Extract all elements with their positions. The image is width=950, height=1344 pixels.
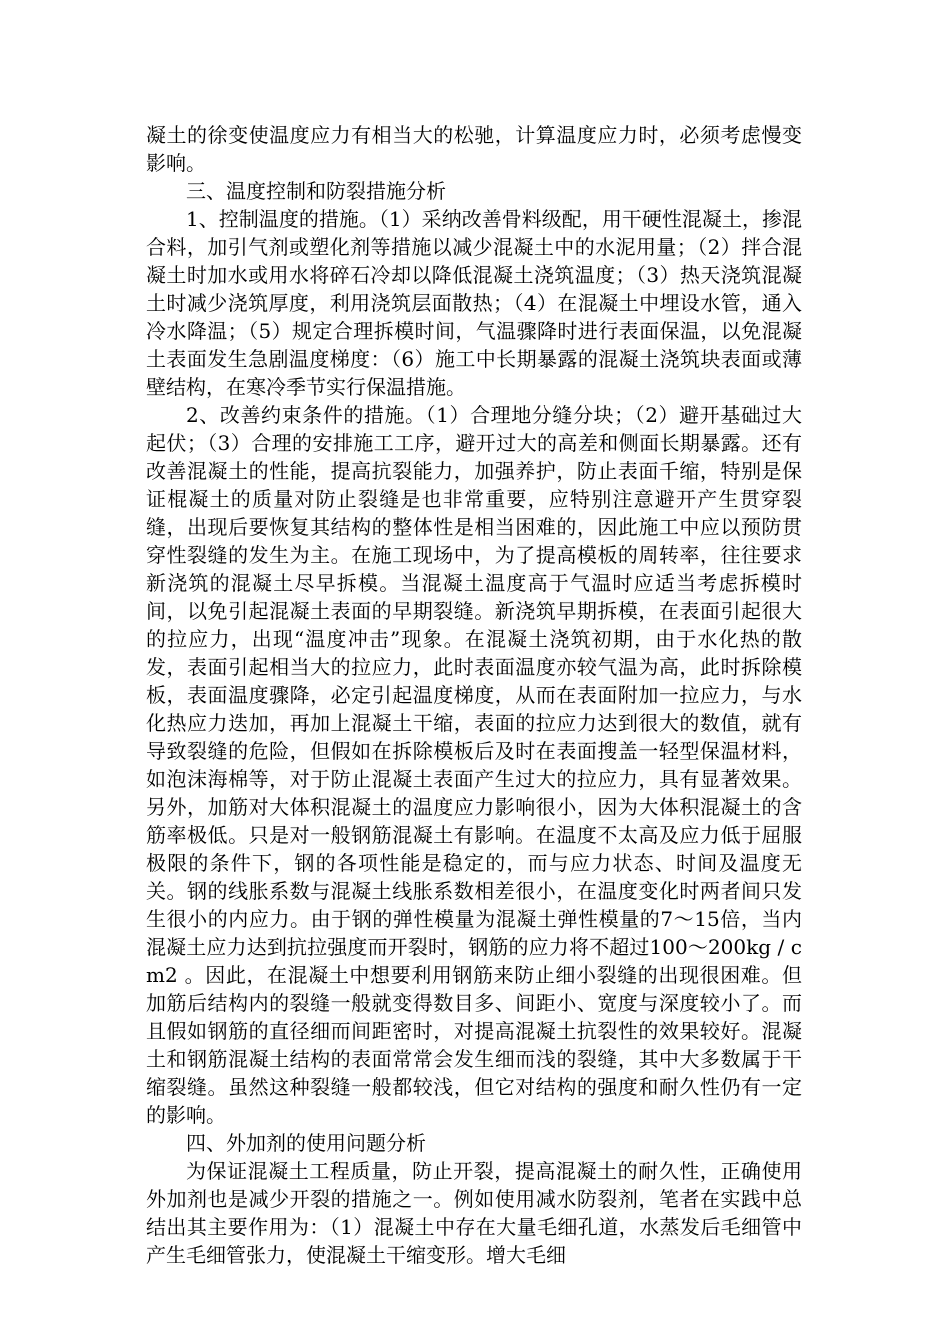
paragraph-temperature-control: 1、控制温度的措施。（1）采纳改善骨料级配，用干硬性混凝土，掺混合料，加引气剂或塑化剂等措施以减少混凝土中的水泥用量；（2）拌合混凝土时加水或用水将碎石冷却以降低混凝土浇筑温度；（3）热天浇筑混凝土时减少浇筑厚度，利用浇筑层面散热；（4）在混凝土中埋设水管，通入冷水降温；（5）规定合理拆模时间，气温骤降时进行表面保温，以免混凝土表面发生急剧温度梯度：（6）施工中长期暴露的混凝土浇筑块表面或薄壁结构，在寒冷季节实行保温措施。 — [146, 207, 802, 399]
section-heading-4: 四、外加剂的使用问题分析 — [186, 1131, 426, 1155]
paragraph-continuation: 凝土的徐变使温度应力有相当大的松驰，计算温度应力时，必须考虑慢变影响。 — [146, 123, 802, 175]
paragraph-restraint-conditions: 2、改善约束条件的措施。（1）合理地分缝分块；（2）避开基础过大起伏；（3）合理的安排施工工序，避开过大的高差和侧面长期暴露。还有改善混凝土的性能，提高抗裂能力，加强养护，防止表面千缩，特别是保证棍凝土的质量对防止裂缝是也非常重要，应特别注意避开产生贯穿裂缝，出现后要恢复其结构的整体性是相当困难的，因此施工中应以预防贯穿性裂缝的发生为主。在施工现场中，为了提高模板的周转率，往往要求新浇筑的混凝土尽早拆模。当混凝土温度高于气温时应适当考虑拆模时间，以免引起混凝土表面的早期裂缝。新浇筑早期拆模，在表面引起很大的拉应力，出现“温度冲击”现象。在混凝土浇筑初期，由于水化热的散发，表面引起相当大的拉应力，此时表面温度亦较气温为高，此时拆除模板，表面温度骤降，必定引起温度梯度，从而在表面附加一拉应力，与水化热应力迭加，再加上混凝土干缩，表面的拉应力达到很大的数值，就有导致裂缝的危险，但假如在拆除模板后及时在表面搜盖一轻型保温材料，如泡沫海棉等，对于防止混凝土表面产生过大的拉应力，具有显著效果。另外，加筋对大体积混凝土的温度应力影响很小，因为大体积混凝土的含筋率极低。只是对一般钢筋混凝土有影响。在温度不太高及应力低于屈服极限的条件下，钢的各项性能是稳定的，而与应力状态、时间及温度无关。钢的线胀系数与混凝土线胀系数相差很小，在温度变化时两者间只发生很小的内应力。由于钢的弹性模量为混凝土弹性模量的7～15倍，当内混凝土应力达到抗拉强度而开裂时，钢筋的应力将不超过100～200kg / cm2 。因此，在混凝土中想要利用钢筋来防止细小裂缝的出现很困难。但加筋后结构内的裂缝一般就变得数目多、间距小、宽度与深度较小了。而且假如钢筋的直径细而间距密时，对提高混凝土抗裂性的效果较好。混凝土和钢筋混凝土结构的表面常常会发生细而浅的裂缝，其中大多数属于干缩裂缝。虽然这种裂缝一般都较浅，但它对结构的强度和耐久性仍有一定的影响。 — [146, 403, 802, 1127]
paragraph-admixture-usage: 为保证混凝土工程质量，防止开裂，提高混凝土的耐久性，正确使用外加剂也是减少开裂的措施之一。例如使用减水防裂剂，笔者在实践中总结出其主要作用为：（1）混凝土中存在大量毛细孔道，水蒸发后毛细管中产生毛细管张力，使混凝土干缩变形。增大毛细 — [146, 1159, 802, 1267]
document-body — [146, 121, 802, 1269]
section-heading-3: 三、温度控制和防裂措施分析 — [186, 179, 446, 203]
